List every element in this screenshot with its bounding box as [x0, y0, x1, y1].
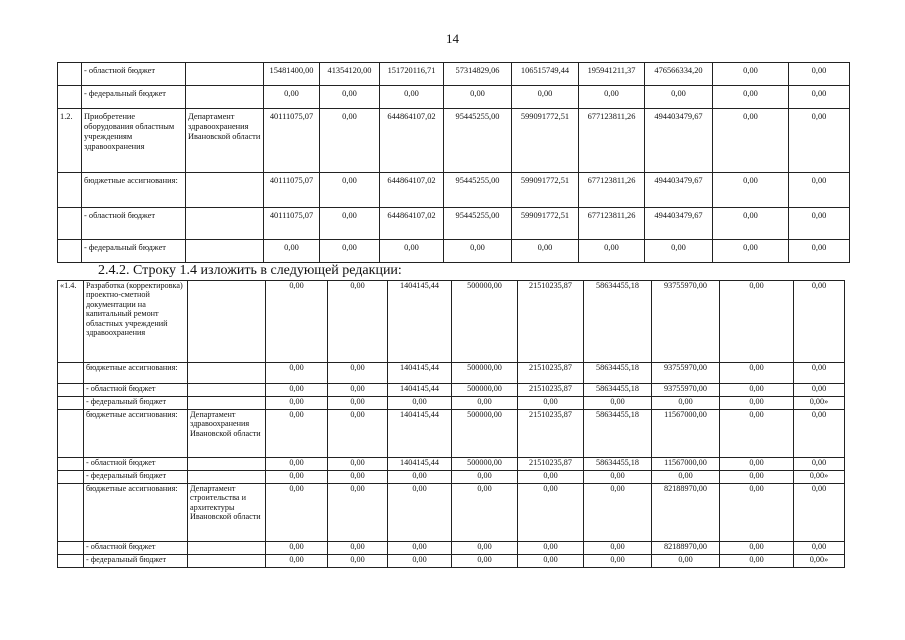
- value-cell: 95445255,00: [444, 173, 512, 208]
- value-cell: 0,00: [380, 240, 444, 263]
- value-cell: 677123811,26: [579, 173, 645, 208]
- row-name-cell: - областной бюджет: [84, 458, 188, 471]
- row-name-cell: - федеральный бюджет: [82, 240, 186, 263]
- table-row: [58, 363, 845, 384]
- row-number-cell: [58, 363, 84, 384]
- value-cell: 476566334,20: [645, 63, 713, 86]
- row-department-cell: [186, 63, 264, 86]
- value-cell: 0,00»: [794, 555, 845, 568]
- value-cell: 0,00: [388, 484, 452, 542]
- value-cell: 1404145,44: [388, 363, 452, 384]
- value-cell: 0,00: [266, 484, 328, 542]
- value-cell: 0,00: [794, 363, 845, 384]
- value-cell: 0,00: [789, 208, 850, 240]
- row-name-cell: - федеральный бюджет: [84, 555, 188, 568]
- value-cell: 0,00: [720, 410, 794, 458]
- value-cell: 93755970,00: [652, 281, 720, 363]
- value-cell: 0,00: [584, 397, 652, 410]
- value-cell: 95445255,00: [444, 208, 512, 240]
- value-cell: 0,00: [794, 410, 845, 458]
- value-cell: 0,00: [328, 542, 388, 555]
- value-cell: 0,00: [266, 281, 328, 363]
- row-number-cell: «1.4.: [58, 281, 84, 363]
- row-number-cell: [58, 240, 82, 263]
- row-number-cell: [58, 63, 82, 86]
- value-cell: 0,00: [518, 471, 584, 484]
- value-cell: 195941211,37: [579, 63, 645, 86]
- value-cell: 0,00: [789, 240, 850, 263]
- budget-table-continued: [57, 62, 850, 263]
- value-cell: 0,00: [266, 542, 328, 555]
- row-number-cell: [58, 484, 84, 542]
- row-department-cell: Департамент здравоохранения Ивановской области: [186, 109, 264, 173]
- budget-table-row-1-4: [57, 280, 845, 568]
- value-cell: 0,00: [266, 363, 328, 384]
- value-cell: 0,00: [380, 86, 444, 109]
- value-cell: 0,00: [328, 384, 388, 397]
- row-number-cell: [58, 86, 82, 109]
- section-heading: 2.4.2. Строку 1.4 изложить в следующей редакции:: [98, 263, 402, 278]
- value-cell: 0,00: [652, 397, 720, 410]
- value-cell: 0,00: [584, 542, 652, 555]
- table-row: [58, 542, 845, 555]
- value-cell: 0,00: [789, 63, 850, 86]
- value-cell: 58634455,18: [584, 410, 652, 458]
- value-cell: 0,00: [328, 281, 388, 363]
- value-cell: 0,00: [720, 471, 794, 484]
- value-cell: 0,00: [789, 86, 850, 109]
- table-row: [58, 63, 850, 86]
- value-cell: 0,00: [645, 240, 713, 263]
- row-department-cell: Департамент строительства и архитектуры Ивановской области: [188, 484, 266, 542]
- value-cell: 0,00: [328, 397, 388, 410]
- value-cell: 21510235,87: [518, 458, 584, 471]
- value-cell: 0,00: [518, 484, 584, 542]
- value-cell: 0,00: [328, 363, 388, 384]
- value-cell: 58634455,18: [584, 458, 652, 471]
- row-number-cell: [58, 542, 84, 555]
- row-number-cell: [58, 555, 84, 568]
- row-number-cell: [58, 384, 84, 397]
- value-cell: 0,00»: [794, 471, 845, 484]
- row-department-cell: [188, 542, 266, 555]
- row-name-cell: - федеральный бюджет: [84, 471, 188, 484]
- value-cell: 0,00: [266, 384, 328, 397]
- value-cell: 494403479,67: [645, 109, 713, 173]
- value-cell: 0,00: [720, 363, 794, 384]
- value-cell: 0,00: [584, 484, 652, 542]
- table-row: [58, 208, 850, 240]
- value-cell: 0,00: [652, 471, 720, 484]
- value-cell: 0,00: [518, 542, 584, 555]
- value-cell: 82188970,00: [652, 484, 720, 542]
- value-cell: 0,00: [328, 410, 388, 458]
- table-row: [58, 86, 850, 109]
- value-cell: 0,00: [652, 555, 720, 568]
- row-department-cell: [188, 458, 266, 471]
- value-cell: 0,00: [452, 471, 518, 484]
- row-number-cell: [58, 410, 84, 458]
- row-department-cell: [188, 363, 266, 384]
- value-cell: 0,00: [579, 86, 645, 109]
- value-cell: 500000,00: [452, 281, 518, 363]
- value-cell: 500000,00: [452, 384, 518, 397]
- value-cell: 40111075,07: [264, 208, 320, 240]
- row-number-cell: [58, 173, 82, 208]
- value-cell: 11567000,00: [652, 410, 720, 458]
- value-cell: 0,00: [266, 555, 328, 568]
- row-name-cell: - федеральный бюджет: [82, 86, 186, 109]
- value-cell: 0,00: [388, 397, 452, 410]
- row-number-cell: [58, 397, 84, 410]
- value-cell: 0,00: [720, 384, 794, 397]
- row-department-cell: [186, 240, 264, 263]
- row-number-cell: [58, 208, 82, 240]
- table-row: [58, 281, 845, 363]
- row-name-cell: Приобретение оборудования областным учреждениям здравоохранения: [82, 109, 186, 173]
- row-name-cell: - федеральный бюджет: [84, 397, 188, 410]
- row-name-cell: - областной бюджет: [84, 542, 188, 555]
- value-cell: 0,00: [320, 208, 380, 240]
- value-cell: 58634455,18: [584, 363, 652, 384]
- row-name-cell: бюджетные ассигнования:: [82, 173, 186, 208]
- row-name-cell: - областной бюджет: [82, 208, 186, 240]
- value-cell: 644864107,02: [380, 109, 444, 173]
- row-department-cell: [186, 173, 264, 208]
- table-row: [58, 458, 845, 471]
- value-cell: 40111075,07: [264, 109, 320, 173]
- value-cell: 0,00: [266, 410, 328, 458]
- value-cell: 0,00: [444, 240, 512, 263]
- value-cell: 0,00: [444, 86, 512, 109]
- value-cell: 0,00: [720, 458, 794, 471]
- value-cell: 599091772,51: [512, 109, 579, 173]
- table-row: [58, 471, 845, 484]
- value-cell: 0,00: [320, 173, 380, 208]
- value-cell: 0,00: [320, 240, 380, 263]
- value-cell: 0,00: [518, 397, 584, 410]
- row-number-cell: [58, 458, 84, 471]
- row-department-cell: [188, 281, 266, 363]
- value-cell: 0,00: [713, 208, 789, 240]
- value-cell: 1404145,44: [388, 410, 452, 458]
- value-cell: 500000,00: [452, 410, 518, 458]
- value-cell: 0,00: [713, 109, 789, 173]
- value-cell: 0,00: [789, 173, 850, 208]
- value-cell: 644864107,02: [380, 208, 444, 240]
- value-cell: 0,00: [720, 397, 794, 410]
- value-cell: 677123811,26: [579, 109, 645, 173]
- row-number-cell: 1.2.: [58, 109, 82, 173]
- value-cell: 0,00: [452, 542, 518, 555]
- value-cell: 0,00: [328, 555, 388, 568]
- value-cell: 93755970,00: [652, 363, 720, 384]
- value-cell: 57314829,06: [444, 63, 512, 86]
- value-cell: 1404145,44: [388, 281, 452, 363]
- row-name-cell: бюджетные ассигнования:: [84, 363, 188, 384]
- value-cell: 0,00: [720, 555, 794, 568]
- value-cell: 0,00: [388, 555, 452, 568]
- value-cell: 21510235,87: [518, 384, 584, 397]
- row-name-cell: Разработка (корректировка) проектно-сметной документации на капитальный ремонт областных учреждений здравоохранения: [84, 281, 188, 363]
- value-cell: 0,00: [713, 63, 789, 86]
- value-cell: 0,00»: [794, 397, 845, 410]
- value-cell: 0,00: [579, 240, 645, 263]
- value-cell: 93755970,00: [652, 384, 720, 397]
- value-cell: 58634455,18: [584, 281, 652, 363]
- table-row: [58, 109, 850, 173]
- value-cell: 0,00: [320, 109, 380, 173]
- row-department-cell: [188, 555, 266, 568]
- table-row: [58, 484, 845, 542]
- value-cell: 599091772,51: [512, 173, 579, 208]
- value-cell: 500000,00: [452, 458, 518, 471]
- value-cell: 0,00: [794, 384, 845, 397]
- value-cell: 0,00: [266, 397, 328, 410]
- value-cell: 0,00: [518, 555, 584, 568]
- row-name-cell: - областной бюджет: [82, 63, 186, 86]
- value-cell: 0,00: [452, 555, 518, 568]
- value-cell: 0,00: [789, 109, 850, 173]
- value-cell: 151720116,71: [380, 63, 444, 86]
- value-cell: 82188970,00: [652, 542, 720, 555]
- value-cell: 0,00: [388, 471, 452, 484]
- value-cell: 95445255,00: [444, 109, 512, 173]
- value-cell: 58634455,18: [584, 384, 652, 397]
- value-cell: 0,00: [264, 240, 320, 263]
- value-cell: 0,00: [266, 471, 328, 484]
- value-cell: 21510235,87: [518, 363, 584, 384]
- value-cell: 500000,00: [452, 363, 518, 384]
- value-cell: 0,00: [266, 458, 328, 471]
- row-department-cell: [186, 86, 264, 109]
- value-cell: 0,00: [720, 281, 794, 363]
- table-row: [58, 384, 845, 397]
- value-cell: 0,00: [264, 86, 320, 109]
- value-cell: 106515749,44: [512, 63, 579, 86]
- value-cell: 21510235,87: [518, 410, 584, 458]
- value-cell: 0,00: [794, 458, 845, 471]
- value-cell: 0,00: [713, 173, 789, 208]
- value-cell: 0,00: [452, 397, 518, 410]
- value-cell: 0,00: [794, 281, 845, 363]
- value-cell: 0,00: [388, 542, 452, 555]
- row-department-cell: Департамент здравоохранения Ивановской области: [188, 410, 266, 458]
- value-cell: 15481400,00: [264, 63, 320, 86]
- row-name-cell: бюджетные ассигнования:: [84, 484, 188, 542]
- value-cell: 0,00: [584, 471, 652, 484]
- value-cell: 0,00: [452, 484, 518, 542]
- value-cell: 1404145,44: [388, 384, 452, 397]
- row-number-cell: [58, 471, 84, 484]
- value-cell: 0,00: [584, 555, 652, 568]
- table-row: [58, 555, 845, 568]
- value-cell: 21510235,87: [518, 281, 584, 363]
- table-row: [58, 173, 850, 208]
- row-name-cell: - областной бюджет: [84, 384, 188, 397]
- value-cell: 0,00: [720, 542, 794, 555]
- row-department-cell: [188, 384, 266, 397]
- value-cell: 0,00: [512, 86, 579, 109]
- value-cell: 0,00: [328, 471, 388, 484]
- value-cell: 1404145,44: [388, 458, 452, 471]
- value-cell: 599091772,51: [512, 208, 579, 240]
- value-cell: 494403479,67: [645, 208, 713, 240]
- value-cell: 41354120,00: [320, 63, 380, 86]
- value-cell: 0,00: [713, 86, 789, 109]
- value-cell: 0,00: [645, 86, 713, 109]
- row-department-cell: [188, 471, 266, 484]
- value-cell: 0,00: [713, 240, 789, 263]
- row-department-cell: [186, 208, 264, 240]
- value-cell: 0,00: [794, 542, 845, 555]
- value-cell: 11567000,00: [652, 458, 720, 471]
- row-name-cell: бюджетные ассигнования:: [84, 410, 188, 458]
- value-cell: 0,00: [512, 240, 579, 263]
- value-cell: 494403479,67: [645, 173, 713, 208]
- value-cell: 0,00: [328, 458, 388, 471]
- value-cell: 644864107,02: [380, 173, 444, 208]
- value-cell: 0,00: [320, 86, 380, 109]
- value-cell: 0,00: [720, 484, 794, 542]
- value-cell: 0,00: [328, 484, 388, 542]
- value-cell: 40111075,07: [264, 173, 320, 208]
- table-row: [58, 240, 850, 263]
- page-number: 14: [446, 31, 459, 46]
- table-row: [58, 410, 845, 458]
- value-cell: 677123811,26: [579, 208, 645, 240]
- row-department-cell: [188, 397, 266, 410]
- value-cell: 0,00: [794, 484, 845, 542]
- table-row: [58, 397, 845, 410]
